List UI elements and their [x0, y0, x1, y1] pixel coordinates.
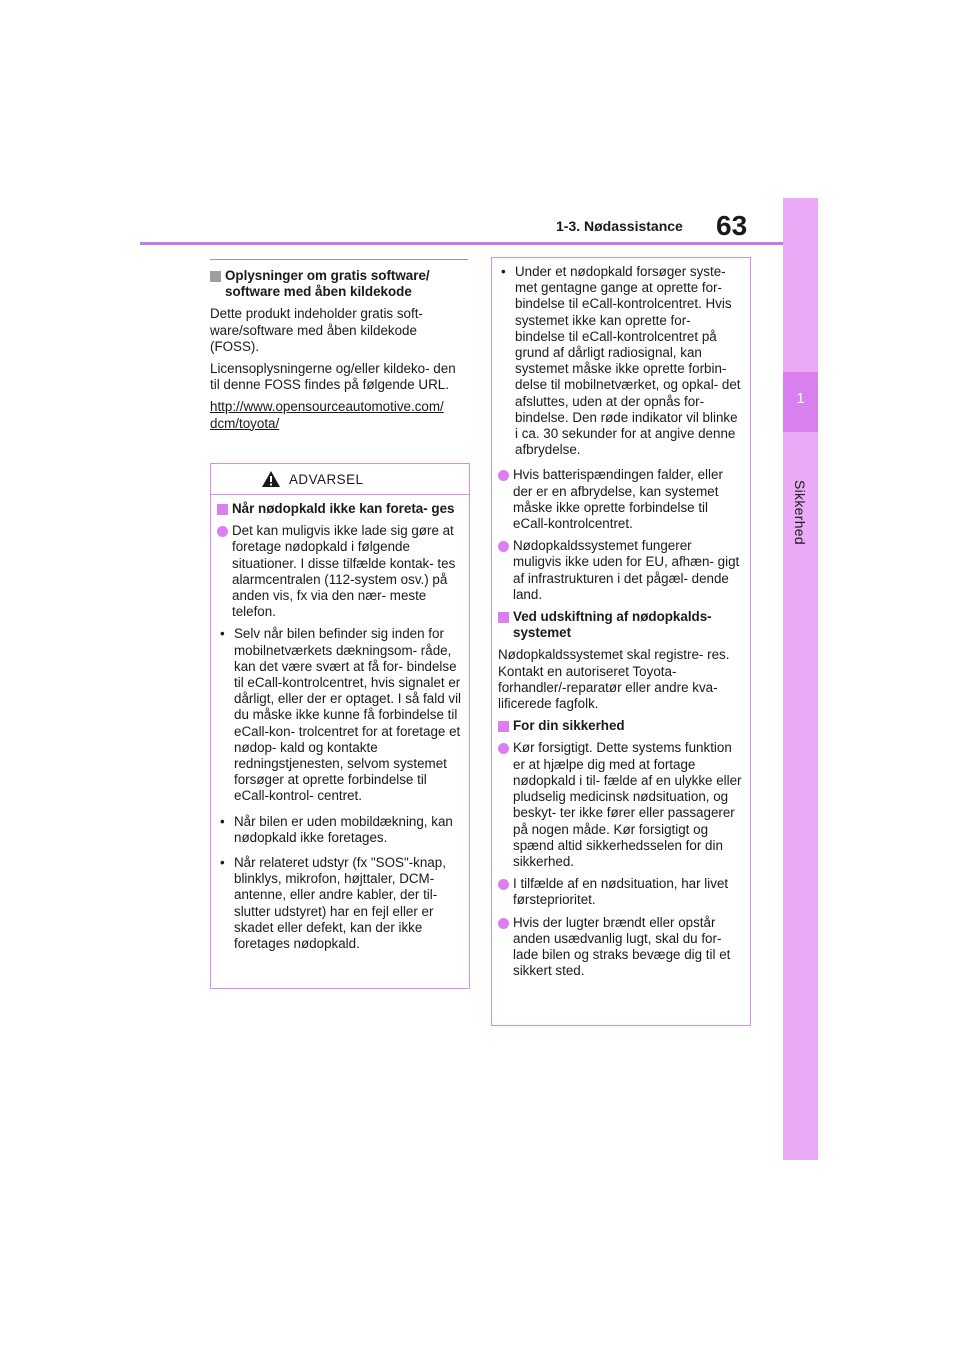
foss-paragraph-1: Dette produkt indeholder gratis soft- ware/software med åben kildekode (FOSS).	[210, 306, 423, 354]
warning-title: ADVARSEL	[289, 472, 364, 487]
warning-bullet-item: • Under et nødopkald forsøger syste- met gentagne gange at oprette for- bindelse til eCall-kontrolcentret. Hvis systemet ikke kan oprette for- bindelse til eCall-kontrolcentret på grund af dårligt radiosignal, kan systemet måske ikke oprette forbin- delse til mobilnetværket, og opkal- det afsluttes, uden at der opnås for- bindelse. Den røde indikator vil blinke i ca. 30 sekunder for at angive denne afbrydelse.	[498, 264, 742, 458]
page-number: 63	[716, 210, 748, 241]
safety-heading: For din sikkerhed	[498, 718, 742, 734]
warning-bullet-item: • Når relateret udstyr (fx "SOS"-knap, blinklys, mikrofon, højttaler, DCM- antenne, eller andre kabler, der til- slutter udstyret) har en fejl eller er skadet eller defekt, kan der ikke foretages nødopkald.	[217, 855, 461, 952]
safety-dot-item: Kør forsigtigt. Dette systems funktion er at hjælpe dig med at fortage nødopkald i til- fælde af en ulykke eller pludselig medicinsk nødsituation, og beskyt- ter ikke fører eller passagerer på nogen måde. Kør forsigtigt og spænd altid sikkerhedsselen for din sikkerhed.	[498, 740, 742, 870]
replacement-heading: Ved udskiftning af nødopkalds- systemet	[498, 609, 742, 641]
section-title: 1-3. Nødassistance	[556, 218, 683, 234]
safety-dot-item: I tilfælde af en nødsituation, har livet førsteprioritet.	[498, 876, 742, 908]
safety-dot-item: Hvis der lugter brændt eller opstår anden usædvanlig lugt, skal du for- lade bilen og straks bevæge dig til et sikkert sted.	[498, 915, 742, 980]
warning-body-continued	[492, 258, 750, 979]
warning-box-continued	[491, 257, 751, 1026]
chapter-label: Sikkerhed	[792, 480, 808, 545]
warning-box	[210, 463, 470, 989]
warning-bullet-item: • Når bilen er uden mobildækning, kan nødopkald ikke foretages.	[217, 814, 461, 846]
chapter-number: 1	[796, 390, 805, 407]
warning-dot-item: Det kan muligvis ikke lade sig gøre at foretage nødopkald i følgende situationer. I disse tilfælde kontak- tes alarmcentralen (112-system osv.) på anden vis, fx via den nær- meste telefon.	[217, 523, 461, 620]
foss-url-link[interactable]: http://www.opensourceautomotive.com/ dcm/toyota/	[210, 399, 444, 431]
warning-triangle-icon	[261, 470, 281, 488]
warning-heading: Når nødopkald ikke kan foreta- ges	[217, 501, 461, 517]
header-rule	[140, 242, 783, 245]
chapter-label-wrap	[782, 480, 818, 580]
warning-bullet-item: • Selv når bilen befinder sig inden for mobilnetværkets dækningsom- råde, kan det være svært at få for- bindelse til eCall-kontrolcentret, hvis signalet er dårligt, eller der er optaget. I så fald vil du måske ikke kunne få forbindelse til eCall-kon- trolcentret for at foretage et nødop- kald og kontakte redningstjenesten, selvom systemet forsøger at oprette forbindelse til eCall-kontrol- centret.	[217, 626, 461, 804]
chapter-tab	[783, 198, 818, 1160]
warning-body	[211, 495, 469, 952]
foss-paragraph-2: Licensoplysningerne og/eller kildeko- den til denne FOSS findes på følgende URL.	[210, 361, 456, 393]
left-column	[210, 260, 468, 438]
foss-heading: Oplysninger om gratis software/ software med åben kildekode	[210, 268, 468, 300]
warning-dot-item: Nødopkaldssystemet fungerer muligvis ikke uden for EU, afhæn- gigt af infrastrukturen i det pågæl- dende land.	[498, 538, 742, 603]
replacement-paragraph: Nødopkaldssystemet skal registre- res. Kontakt en autoriseret Toyota- forhandler/-reparatør eller andre kva- lificerede fagfolk.	[498, 647, 730, 712]
warning-header	[211, 464, 469, 495]
warning-dot-item: Hvis batterispændingen falder, eller der er en afbrydelse, kan systemet måske ikke oprette forbindelse til eCall-kontrolcentret.	[498, 467, 742, 532]
